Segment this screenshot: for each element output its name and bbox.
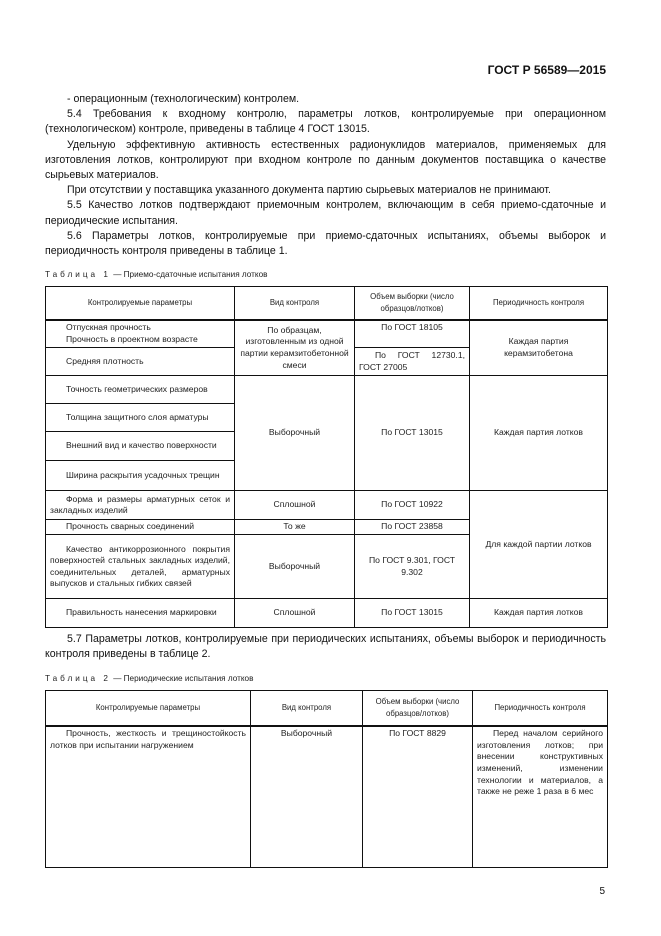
param-cell (46, 520, 235, 535)
table2 (45, 690, 608, 868)
kind-cell: Выборочный (235, 535, 355, 599)
param-cell (46, 599, 235, 628)
paragraph: Удельную эффективную активность естественных радионуклидов материалов, применяемых для изготовления лотков, контролируют при входном контроле по данным документов поставщика о качестве сырьевых материалов. (45, 138, 606, 182)
body-text-57 (45, 632, 606, 662)
table-row (46, 320, 608, 348)
volume-cell (355, 348, 470, 376)
table-row (46, 599, 608, 628)
kind-cell: Сплошной (235, 491, 355, 520)
header-cell: Объем выборки (число образцов/лотков) (355, 287, 470, 320)
param-cell (46, 320, 235, 348)
volume-cell: По ГОСТ 23858 (355, 520, 470, 535)
kind-cell: По образцам, изготовленным из одной партии керамзитобетонной смеси (235, 320, 355, 376)
table-header-row (46, 287, 608, 320)
header-cell: Вид контроля (235, 287, 355, 320)
period-cell (473, 726, 608, 867)
paragraph: 5.7 Параметры лотков, контролируемые при периодических испытаниях, объемы выборок и периодичность контроля приведены в таблице 2. (45, 633, 606, 661)
kind-cell: Выборочный (235, 376, 355, 491)
param-text: Прочность сварных соединений (66, 521, 195, 532)
header-cell: Периодичность контроля (473, 690, 608, 726)
param-text: Прочность, жесткость и трещиностойкость лотков при испытании нагружением (50, 728, 246, 750)
period-cell: Каждая партия лотков (470, 376, 608, 491)
page-number: 5 (599, 885, 605, 897)
param-cell (46, 432, 235, 461)
kind-cell: То же (235, 520, 355, 535)
param-cell (46, 348, 235, 376)
page-content (45, 92, 607, 897)
param-text: Прочность в проектном возрасте (66, 333, 198, 344)
paragraph: - операционным (технологическим) контролем. (67, 93, 300, 105)
param-cell (46, 404, 235, 432)
param-text: Толщина защитного слоя арматуры (66, 411, 209, 422)
param-cell (46, 535, 235, 599)
param-text: Качество антикоррозионного покрытия поверхностей стальных закладных изделий, соединительных деталей, арматурных выпусков и стальных гибких связей (50, 543, 230, 589)
paragraph: 5.5 Качество лотков подтверждают приемочным контролем, включающим в себя приемо-сдаточные и периодические испытания. (45, 199, 606, 227)
param-text: Внешний вид и качество поверхности (66, 440, 217, 451)
volume-cell: По ГОСТ 13015 (355, 376, 470, 491)
table-row (46, 726, 608, 867)
table-row (46, 491, 608, 520)
header-cell: Вид контроля (251, 690, 363, 726)
caption-prefix: Таблица 2 (45, 673, 111, 683)
caption-title: — Периодические испытания лотков (110, 673, 254, 683)
kind-cell: Сплошной (235, 599, 355, 628)
caption-prefix: Таблица 1 (45, 270, 111, 280)
param-text: Форма и размеры арматурных сеток и закладных изделий (50, 493, 230, 516)
header-cell: Объем выборки (число образцов/лотков) (363, 690, 473, 726)
param-cell (46, 461, 235, 491)
body-text (45, 92, 606, 259)
volume-cell: По ГОСТ 13015 (355, 599, 470, 628)
volume-cell: По ГОСТ 9.301, ГОСТ 9.302 (355, 535, 470, 599)
period-cell: Для каждой партии лотков (470, 491, 608, 599)
volume-cell: По ГОСТ 18105 (355, 320, 470, 348)
paragraph: 5.4 Требования к входному контролю, параметры лотков, контролируемые при операционном (технологическом) контроле, приведены в таблице 4 ГОСТ 13015. (45, 108, 606, 136)
table1 (45, 286, 608, 628)
header-cell: Контролируемые параметры (46, 287, 235, 320)
param-text: Средняя плотность (66, 355, 144, 366)
table-row (46, 376, 608, 404)
period-cell: Каждая партия лотков (470, 599, 608, 628)
param-text: Отпускная прочность (66, 322, 151, 333)
paragraph: При отсутствии у поставщика указанного документа партию сырьевых материалов не принимают. (67, 184, 551, 197)
header-cell: Контролируемые параметры (46, 690, 251, 726)
table2-caption (45, 673, 607, 684)
caption-title: — Приемо-сдаточные испытания лотков (110, 270, 268, 280)
document-header: ГОСТ Р 56589—2015 (487, 63, 606, 77)
paragraph: 5.6 Параметры лотков, контролируемые при приемо-сдаточных испытаниях, объемы выборок и периодичность контроля приведены в таблице 1. (45, 229, 606, 258)
param-text: Правильность нанесения маркировки (66, 607, 217, 618)
table1-caption (45, 269, 607, 280)
period-cell: Каждая партия керамзитобетона (470, 320, 608, 376)
volume-cell: По ГОСТ 10922 (355, 491, 470, 520)
kind-cell: Выборочный (251, 726, 363, 867)
volume-cell: По ГОСТ 8829 (363, 726, 473, 867)
table-header-row (46, 690, 608, 726)
header-cell: Периодичность контроля (470, 287, 608, 320)
period-text: Перед началом серийного изготовления лотков; при внесении конструктивных изменений, изменении технологии и материалов, а также не реже 1 раза в 6 мес (477, 728, 603, 797)
param-cell (46, 491, 235, 520)
volume-text: По ГОСТ 12730.1, ГОСТ 27005 (359, 350, 465, 372)
param-cell (46, 376, 235, 404)
param-text: Точность геометрических размеров (66, 383, 208, 394)
param-text: Ширина раскрытия усадочных трещин (66, 469, 220, 480)
param-cell (46, 726, 251, 867)
